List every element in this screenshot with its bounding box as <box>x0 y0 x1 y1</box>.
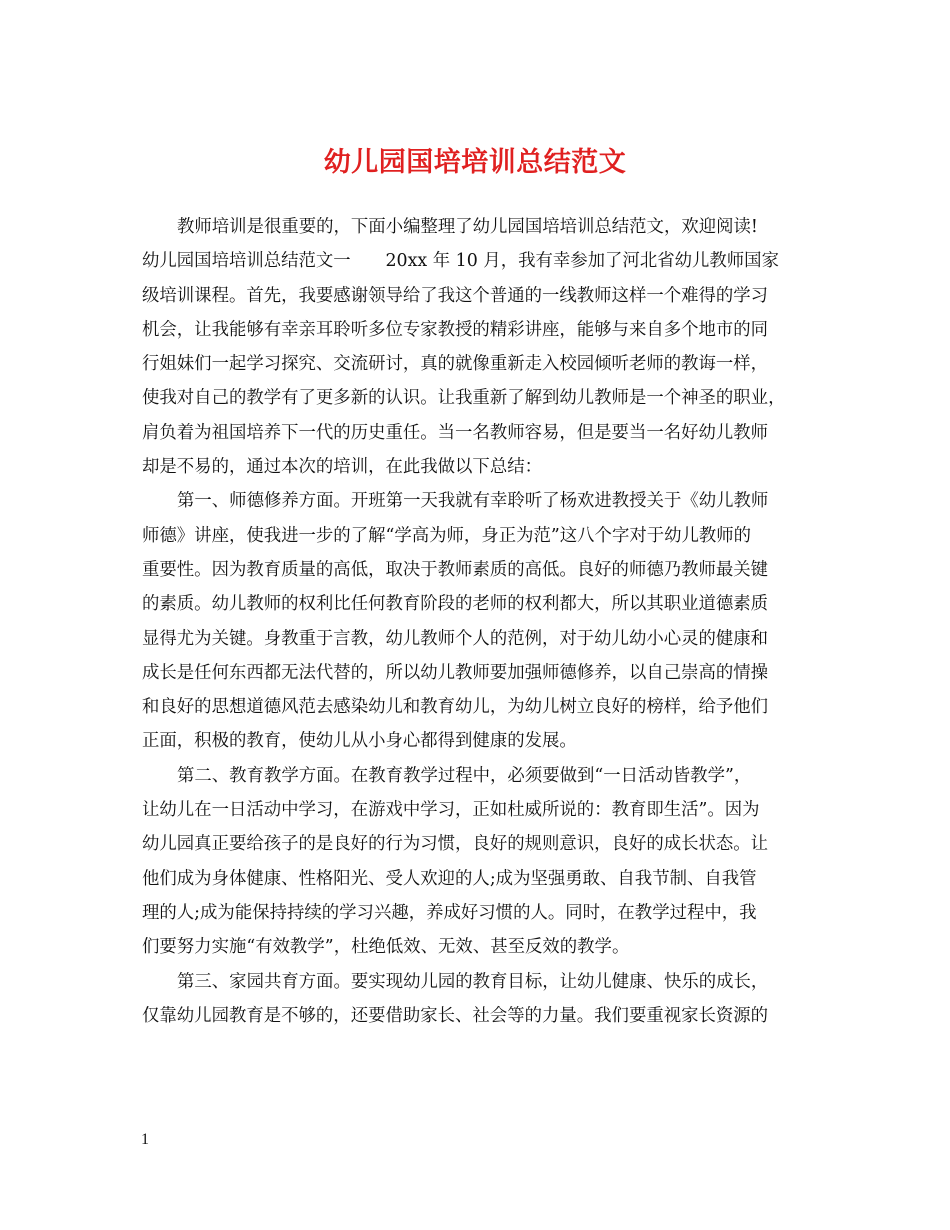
body-line: 第二、教育教学方面。在教育教学过程中，必须要做到“一日活动皆教学”， <box>177 765 752 786</box>
body-line: 幼儿园国培培训总结范文一 20xx 年 10 月，我有幸参加了河北省幼儿教师国家 <box>142 251 779 272</box>
body-line: 第三、家园共育方面。要实现幼儿园的教育目标，让幼儿健康、快乐的成长， <box>177 971 769 992</box>
body-line: 成长是任何东西都无法代替的，所以幼儿教师要加强师德修养，以自己崇高的情操 <box>142 662 769 683</box>
body-line: 让幼儿在一日活动中学习，在游戏中学习，正如杜威所说的：教育即生活”。因为 <box>142 800 760 821</box>
body-line: 显得尤为关键。身教重于言教，幼儿教师个人的范例，对于幼儿幼小心灵的健康和 <box>142 628 769 649</box>
body-line: 的素质。幼儿教师的权利比任何教育阶段的老师的权利都大，所以其职业道德素质 <box>142 594 769 615</box>
document-body <box>142 210 827 1033</box>
body-line: 却是不易的，通过本次的培训，在此我做以下总结： <box>142 457 542 478</box>
body-line: 正面，积极的教育，使幼儿从小身心都得到健康的发展。 <box>142 731 577 752</box>
body-line: 幼儿园真正要给孩子的是良好的行为习惯，良好的规则意识，良好的成长状态。让 <box>142 834 769 855</box>
body-line: 理的人;成为能保持持续的学习兴趣，养成好习惯的人。同时，在教学过程中，我 <box>142 902 757 923</box>
body-line: 肩负着为祖国培养下一代的历史重任。当一名教师容易，但是要当一名好幼儿教师 <box>142 422 769 443</box>
body-line: 机会，让我能够有幸亲耳聆听多位专家教授的精彩讲座，能够与来自多个地市的同 <box>142 319 769 340</box>
body-line: 和良好的思想道德风范去感染幼儿和教育幼儿，为幼儿树立良好的榜样，给予他们 <box>142 697 769 718</box>
body-line: 第一、师德修养方面。开班第一天我就有幸聆听了杨欢进教授关于《幼儿教师 <box>177 491 769 512</box>
body-line: 行姐妹们一起学习探究、交流研讨，真的就像重新走入校园倾听老师的教诲一样， <box>142 354 769 375</box>
body-line: 级培训课程。首先，我要感谢领导给了我这个普通的一线教师这样一个难得的学习 <box>142 285 769 306</box>
body-line: 他们成为身体健康、性格阳光、受人欢迎的人;成为坚强勇敢、自我节制、自我管 <box>142 868 757 889</box>
document-title: 幼儿园国培培训总结范文 <box>323 147 627 178</box>
body-line: 师德》讲座，使我进一步的了解“学高为师，身正为范”这八个字对于幼儿教师的 <box>142 525 752 546</box>
page-number: 1 <box>141 1131 149 1148</box>
body-line: 使我对自己的教学有了更多新的认识。让我重新了解到幼儿教师是一个神圣的职业， <box>142 388 786 409</box>
body-line: 们要努力实施“有效教学”，杜绝低效、无效、甚至反效的教学。 <box>142 937 630 958</box>
body-line: 仅靠幼儿园教育是不够的，还要借助家长、社会等的力量。我们要重视家长资源的 <box>142 1005 769 1026</box>
body-line: 重要性。因为教育质量的高低，取决于教师素质的高低。良好的师德乃教师最关键 <box>142 559 769 580</box>
body-line: 教师培训是很重要的，下面小编整理了幼儿园国培培训总结范文，欢迎阅读! <box>177 217 758 237</box>
